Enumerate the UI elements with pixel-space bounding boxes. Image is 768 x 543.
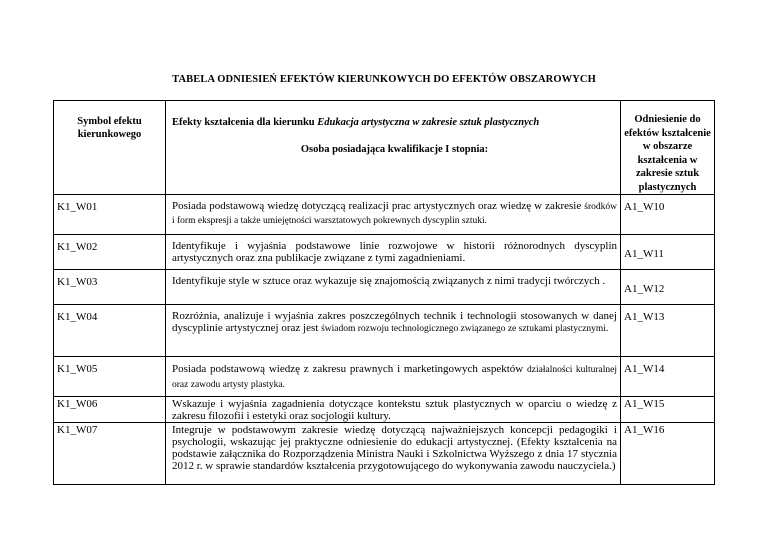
row-text <box>166 270 621 305</box>
row-text-a: Integruje w podstawowym zakresie wiedzę dotyczącą najważniejszych koncepcji pedagogiki i psychologii, wskazując jej praktyczne odniesienie do edukacji artystycznej. (Efekty kształcenia na podstawie załącznika do Rozporządzenia Ministra Nauki i Szkolnictwa Wyższego z dnia 17 stycznia 2012 r. w sprawie standardów kształcenia przygotowującego do wykonywania zawodu nauczyciela.) <box>172 424 617 472</box>
header-outcomes-field: Edukacja artystyczna w zakresie sztuk plastycznych <box>317 117 540 128</box>
row-text-a: Wskazuje i wyjaśnia zagadnienia dotyczące kontekstu sztuk plastycznych w oparciu o wiedzę z zakresu filozofii i estetyki oraz socjologii kultury. <box>172 398 617 422</box>
table-row <box>54 397 715 423</box>
row-text <box>166 423 621 485</box>
row-text <box>166 305 621 357</box>
row-symbol: K1_W01 <box>54 195 166 235</box>
row-text <box>166 357 621 397</box>
row-reference: A1_W14 <box>621 357 715 397</box>
row-symbol: K1_W03 <box>54 270 166 305</box>
header-outcomes-prefix: Efekty kształcenia dla kierunku <box>172 117 318 128</box>
mapping-table <box>53 100 715 485</box>
table-header-row <box>54 101 715 195</box>
row-symbol: K1_W07 <box>54 423 166 485</box>
row-reference: A1_W15 <box>621 397 715 423</box>
document-title: TABELA ODNIESIEŃ EFEKTÓW KIERUNKOWYCH DO EFEKTÓW OBSZAROWYCH <box>172 74 596 85</box>
row-reference: A1_W13 <box>621 305 715 357</box>
row-text-a: Posiada podstawową wiedzę dotyczącą realizacji prac artystycznych oraz wiedzę w zakresie <box>172 200 585 212</box>
table-row <box>54 235 715 270</box>
row-symbol: K1_W06 <box>54 397 166 423</box>
row-text <box>166 397 621 423</box>
row-symbol: K1_W04 <box>54 305 166 357</box>
header-reference: Odniesienie do efektów kształcenie w obszarze kształcenia w zakresie sztuk plastycznych <box>621 101 715 195</box>
header-symbol: Symbol efektu kierunkowego <box>54 101 166 195</box>
row-reference: A1_W12 <box>621 270 715 305</box>
header-outcomes-sub: Osoba posiadająca kwalifikacje I stopnia: <box>300 144 489 155</box>
table-row <box>54 357 715 397</box>
row-text-b: działalności kulturalnej oraz zawodu artysty plastyka. <box>172 365 617 390</box>
row-reference: A1_W10 <box>621 195 715 235</box>
row-symbol: K1_W02 <box>54 235 166 270</box>
row-text-a: Rozróżnia, analizuje i wyjaśnia zakres poszczególnych technik i technologii stosowanych w danej dyscyplinie artystycznej oraz jest <box>172 310 617 334</box>
table-row <box>54 270 715 305</box>
row-reference: A1_W11 <box>621 235 715 270</box>
row-text <box>166 235 621 270</box>
table-row <box>54 195 715 235</box>
row-text-a: Posiada podstawową wiedzę z zakresu prawnych i marketingowych aspektów <box>172 363 528 375</box>
row-text-b: środków i form ekspresji a także umiejętności warsztatowych pokrewnych dyscyplin sztuki. <box>172 202 617 226</box>
header-outcomes <box>166 101 621 195</box>
row-text-b: świadom rozwoju technologicznego związanego ze sztukami plastycznymi. <box>321 324 609 334</box>
row-reference: A1_W16 <box>621 423 715 485</box>
row-text-a: Identyfikuje style w sztuce oraz wykazuje się znajomością związanych z nimi tradycji twórczych . <box>172 275 606 287</box>
table-row <box>54 423 715 485</box>
row-text-a: Identyfikuje i wyjaśnia podstawowe linie rozwojowe w historii różnorodnych dyscyplin artystycznych oraz zna publikacje związane z tymi zagadnieniami. <box>172 240 617 264</box>
row-symbol: K1_W05 <box>54 357 166 397</box>
row-text <box>166 195 621 235</box>
table-row <box>54 305 715 357</box>
